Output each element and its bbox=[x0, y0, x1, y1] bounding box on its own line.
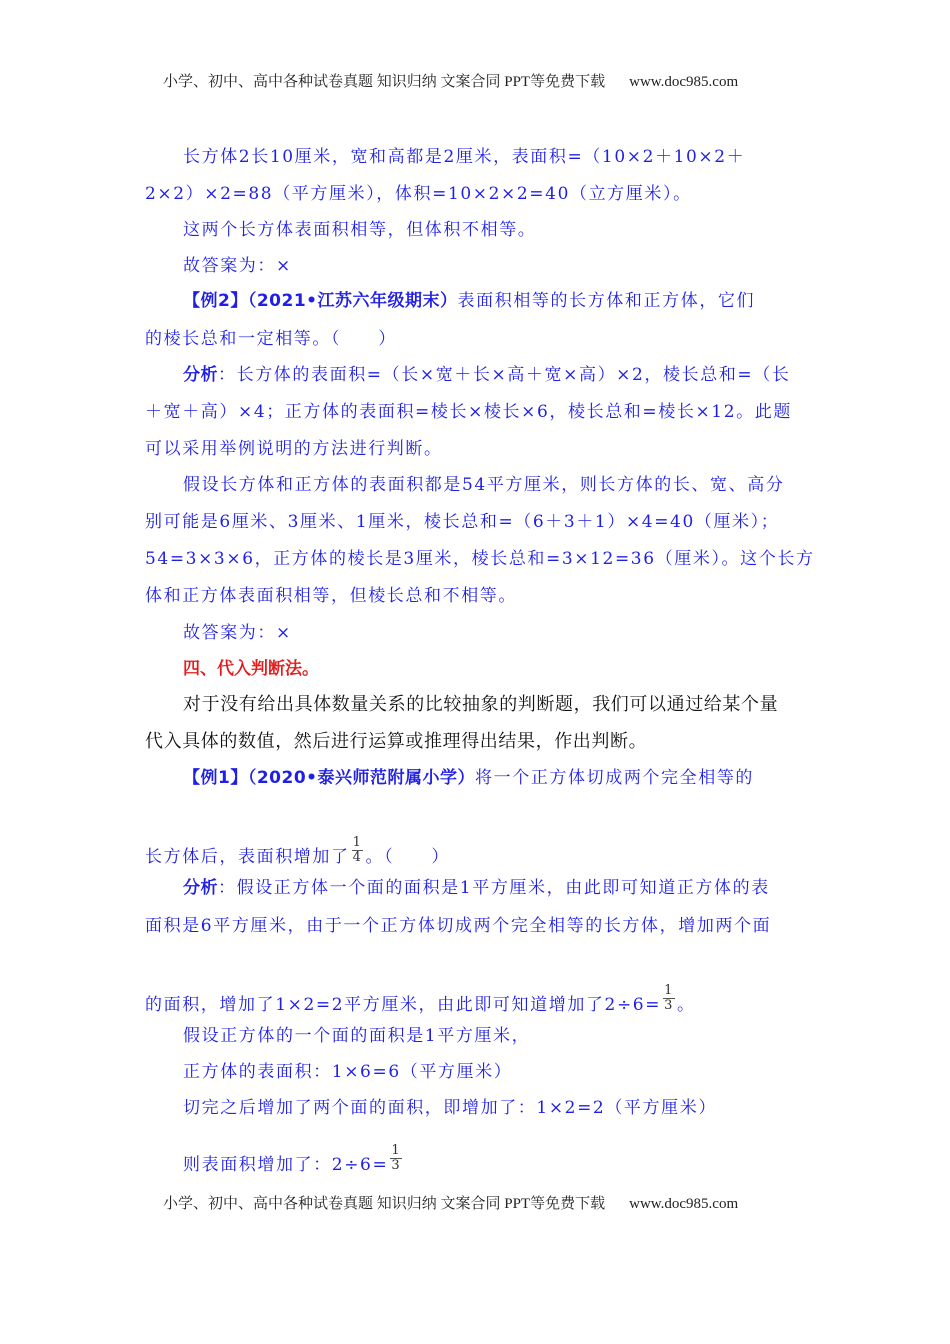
fraction bbox=[390, 1144, 402, 1173]
text-part: 的面积，增加了1×2=2平方厘米，由此即可知道增加了2÷6= bbox=[145, 995, 662, 1015]
text-line bbox=[145, 983, 696, 1015]
example-1-question bbox=[183, 768, 754, 788]
page-footer bbox=[163, 1192, 738, 1213]
fraction bbox=[352, 836, 364, 865]
text-line: 对于没有给出具体数量关系的比较抽象的判断题，我们可以通过给某个量 bbox=[183, 694, 779, 715]
question-text: 表面积相等的长方体和正方体，它们 bbox=[457, 291, 756, 311]
analysis-line bbox=[183, 878, 770, 898]
example-tag: 【例2】（2021•江苏六年级期末） bbox=[183, 291, 458, 311]
numerator: 1 bbox=[664, 983, 674, 998]
text-line bbox=[145, 835, 450, 867]
denominator: 4 bbox=[352, 850, 363, 865]
text-line: 代入具体的数值，然后进行运算或推理得出结果，作出判断。 bbox=[145, 731, 648, 752]
text-line: 假设长方体和正方体的表面积都是54平方厘米，则长方体的长、宽、高分 bbox=[183, 475, 785, 495]
text-part: 长方体后，表面积增加了 bbox=[145, 847, 350, 867]
page-header bbox=[163, 70, 738, 91]
numerator: 1 bbox=[391, 1143, 402, 1158]
example-2-question bbox=[183, 291, 755, 311]
analysis-text: ：假设正方体一个面的面积是1平方厘米，由此即可知道正方体的表 bbox=[218, 878, 770, 898]
footer-text: 小学、初中、高中各种试卷真题 知识归纳 文案合同 PPT等免费下载 bbox=[163, 1196, 606, 1212]
numerator: 1 bbox=[352, 835, 363, 850]
text-part: 。 bbox=[676, 995, 696, 1015]
text-line: 这两个长方体表面积相等，但体积不相等。 bbox=[183, 220, 537, 240]
answer-line: 故答案为：× bbox=[183, 256, 292, 276]
text-line: 切完之后增加了两个面的面积，即增加了：1×2=2（平方厘米） bbox=[183, 1098, 717, 1118]
text-line: 可以采用举例说明的方法进行判断。 bbox=[145, 439, 443, 459]
denominator: 3 bbox=[391, 1158, 402, 1173]
text-part: 。（ ） bbox=[365, 847, 450, 867]
text-line: 面积是6平方厘米，由于一个正方体切成两个完全相等的长方体，增加两个面 bbox=[145, 916, 772, 936]
denominator: 3 bbox=[664, 998, 674, 1013]
text-line: 长方体2长10厘米，宽和高都是2厘米，表面积=（10×2＋10×2＋ bbox=[183, 147, 746, 167]
answer-line: 故答案为：× bbox=[183, 623, 292, 643]
text-part: 则表面积增加了：2÷6= bbox=[183, 1155, 389, 1175]
text-line: 的棱长总和一定相等。（ ） bbox=[145, 329, 397, 349]
analysis-line bbox=[183, 365, 790, 385]
header-url: www.doc985.com bbox=[629, 74, 739, 90]
footer-url: www.doc985.com bbox=[629, 1196, 739, 1212]
text-line: 别可能是6厘米、3厘米、1厘米，棱长总和=（6＋3＋1）×4=40（厘米）； bbox=[145, 512, 780, 532]
text-line: 体和正方体表面积相等，但棱长总和不相等。 bbox=[145, 586, 517, 606]
text-line: 假设正方体的一个面的面积是1平方厘米， bbox=[183, 1026, 531, 1046]
analysis-label: 分析 bbox=[183, 878, 218, 898]
analysis-label: 分析 bbox=[183, 365, 218, 385]
text-line: 正方体的表面积：1×6=6（平方厘米） bbox=[183, 1062, 513, 1082]
text-line: 54=3×3×6，正方体的棱长是3厘米，棱长总和=3×12=36（厘米）。这个长方 bbox=[145, 549, 815, 569]
section-heading: 四、代入判断法。 bbox=[183, 659, 319, 679]
example-tag: 【例1】（2020•泰兴师范附属小学） bbox=[183, 768, 476, 788]
fraction bbox=[663, 984, 675, 1013]
analysis-text: ：长方体的表面积=（长×宽＋长×高＋宽×高）×2，棱长总和=（长 bbox=[218, 365, 791, 385]
text-line: ＋宽＋高）×4；正方体的表面积=棱长×棱长×6，棱长总和=棱长×12。此题 bbox=[145, 402, 792, 422]
text-line: 2×2）×2=88（平方厘米），体积=10×2×2=40（立方厘米）。 bbox=[145, 184, 692, 204]
question-text: 将一个正方体切成两个完全相等的 bbox=[475, 768, 755, 788]
text-line bbox=[183, 1143, 404, 1175]
header-text: 小学、初中、高中各种试卷真题 知识归纳 文案合同 PPT等免费下载 bbox=[163, 74, 606, 90]
